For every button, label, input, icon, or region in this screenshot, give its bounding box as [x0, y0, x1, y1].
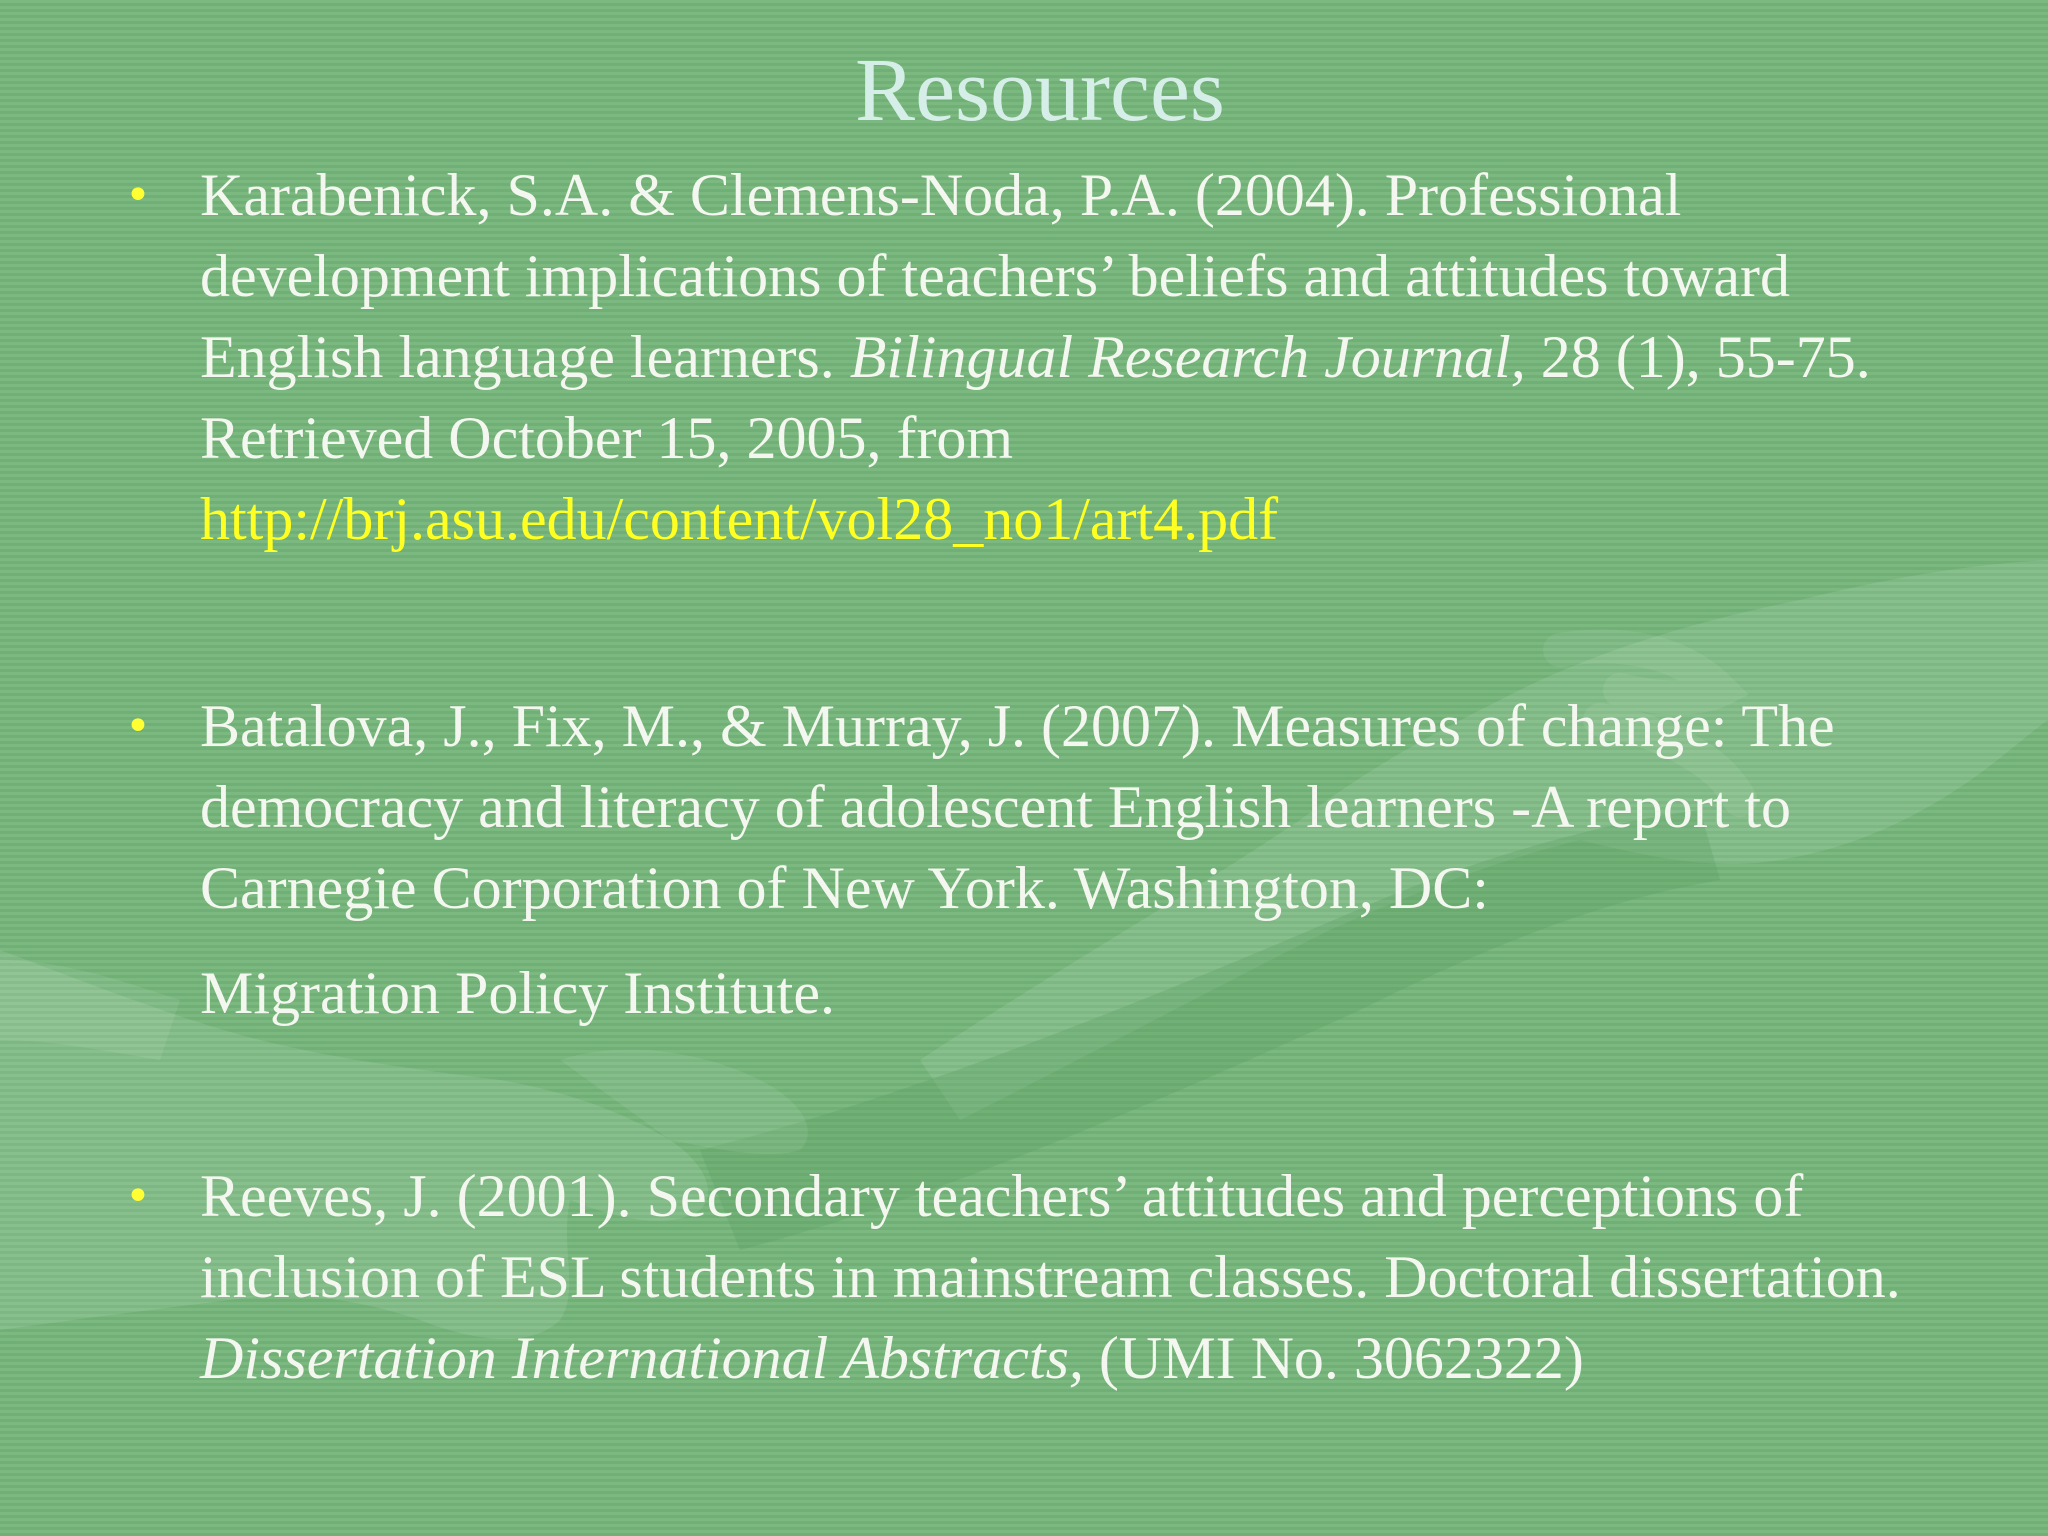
reference-item-karabenick [125, 155, 1940, 560]
bullet-icon: • [125, 170, 151, 221]
reference-item-batalova [125, 686, 1940, 1034]
bullet-icon: • [125, 1171, 151, 1222]
reference-text: Reeves, J. (2001). Secondary teachers’ attitudes and perceptions of inclusion of ESL students in mainstream classes. Doctoral dissertation. [200, 1163, 1901, 1310]
reference-citation: (UMI No. 3062322) [1083, 1325, 1584, 1391]
reference-item-reeves [125, 1156, 1940, 1399]
reference-text: Batalova, J., Fix, M., & Murray, J. (2007). Measures of change: The democracy and literacy of adolescent English learners -A report to Carnegie Corporation of New York. Washington, DC: [200, 693, 1835, 921]
journal-title: Bilingual Research Journal, [849, 324, 1526, 390]
reference-citation: 28 (1), 55-75. Retrieved October 15, 2005, from [200, 324, 1871, 471]
slide-title: Resources [855, 41, 1225, 140]
bullet-icon: • [125, 701, 151, 752]
reference-text: Karabenick, S.A. & Clemens-Noda, P.A. (2004). Professional development implications of teachers’ beliefs and attitudes toward English language learners. [200, 162, 1791, 390]
reference-url-link[interactable]: http://brj.asu.edu/content/vol28_no1/art4.pdf [200, 486, 1279, 552]
journal-title: Dissertation International Abstracts, [200, 1325, 1084, 1391]
reference-publisher: Migration Policy Institute. [200, 960, 835, 1026]
